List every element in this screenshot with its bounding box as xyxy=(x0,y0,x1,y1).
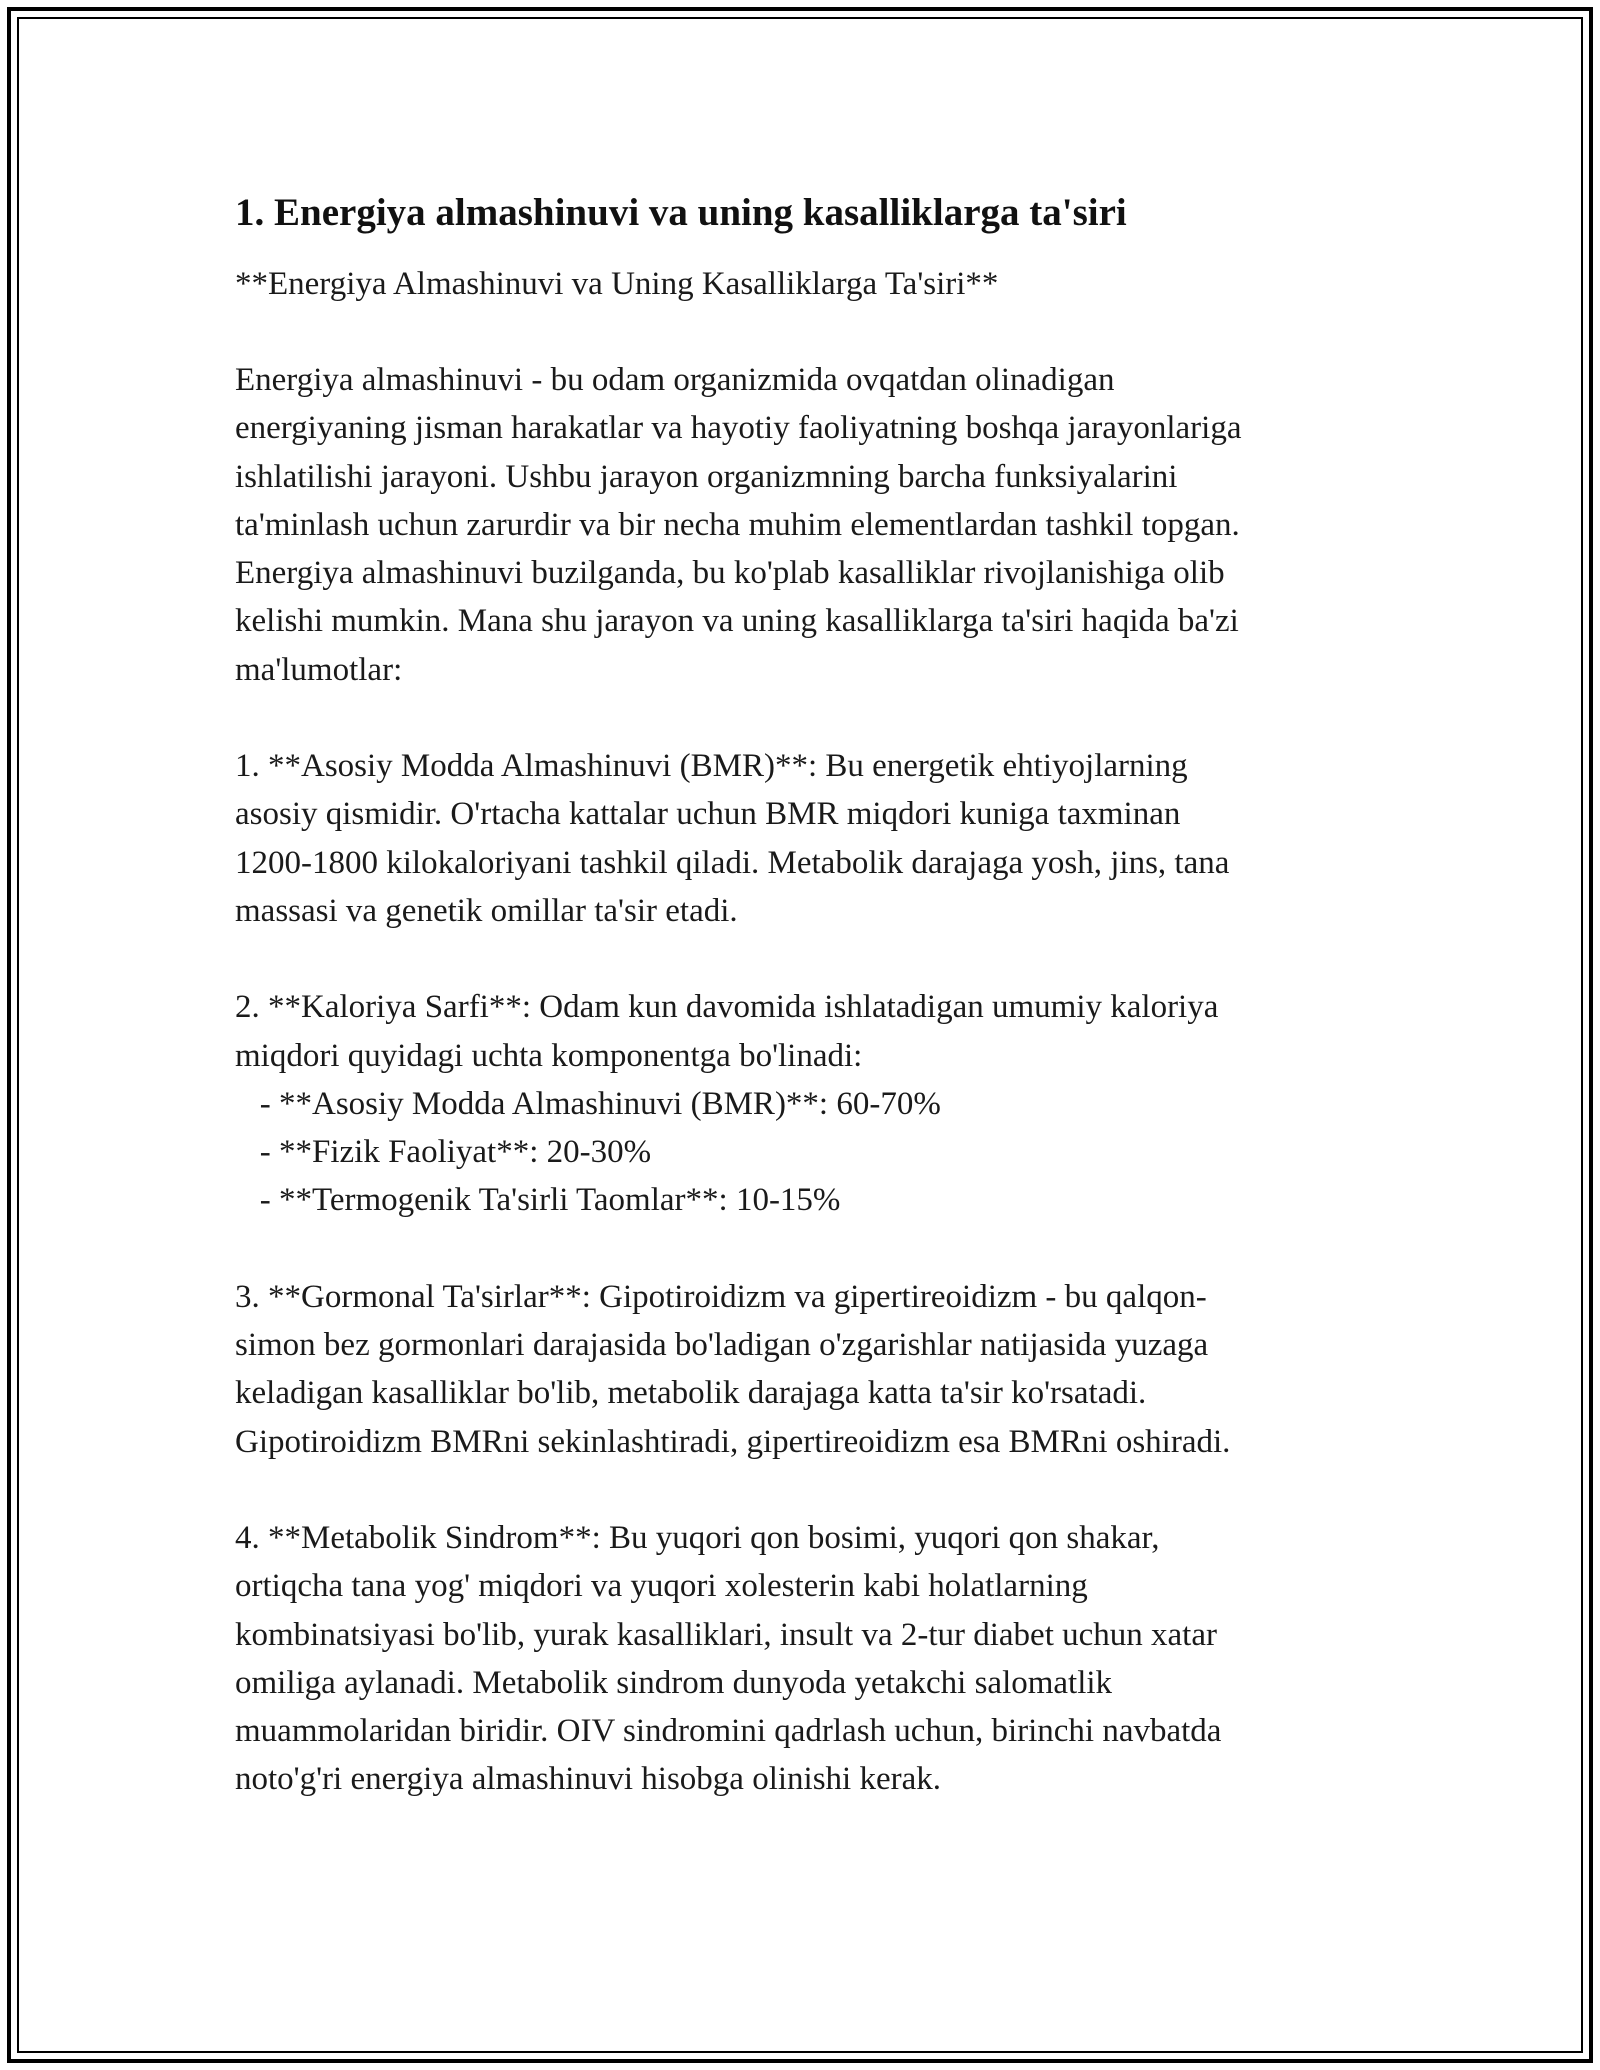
text-line: muammolaridan biridir. OIV sindromini qadrlash uchun, birinchi navbatda xyxy=(235,1713,1222,1750)
list-item-4 xyxy=(235,1514,1395,1804)
text-line: 2. **Kaloriya Sarfi**: Odam kun davomida ishlatadigan umumiy kaloriya xyxy=(235,989,1219,1026)
text-line: ma'lumotlar: xyxy=(235,651,403,688)
list-item-3 xyxy=(235,1273,1395,1466)
text-line: miqdori quyidagi uchta komponentga bo'linadi: xyxy=(235,1037,863,1074)
text-line: energiyaning jisman harakatlar va hayotiy faoliyatning boshqa jarayonlariga xyxy=(235,410,1242,447)
text-line: 3. **Gormonal Ta'sirlar**: Gipotiroidizm va gipertireoidizm - bu qalqon- xyxy=(235,1278,1207,1315)
text-line: Energiya almashinuvi buzilganda, bu ko'plab kasalliklar rivojlanishiga olib xyxy=(235,555,1225,592)
document-body xyxy=(235,188,1395,1804)
text-line: ishlatilishi jarayoni. Ushbu jarayon organizmning barcha funksiyalarini xyxy=(235,458,1178,495)
text-line: Energiya almashinuvi - bu odam organizmida ovqatdan olinadigan xyxy=(235,362,1115,398)
document-title: 1. Energiya almashinuvi va uning kasalliklarga ta'siri xyxy=(235,191,1127,234)
text-line: 1200-1800 kilokaloriyani tashkil qiladi. Metabolik darajaga yosh, jins, tana xyxy=(235,844,1230,881)
list-item-1 xyxy=(235,742,1395,935)
sub-list-item: - **Termogenik Ta'sirli Taomlar**: 10-15% xyxy=(235,1182,841,1219)
text-line: Gipotiroidizm BMRni sekinlashtiradi, gipertireoidizm esa BMRni oshiradi. xyxy=(235,1423,1231,1460)
text-line: keladigan kasalliklar bo'lib, metabolik darajaga katta ta'sir ko'rsatadi. xyxy=(235,1375,1147,1412)
text-line: massasi va genetik omillar ta'sir etadi. xyxy=(235,892,738,929)
text-line: kombinatsiyasi bo'lib, yurak kasalliklari, insult va 2-tur diabet uchun xatar xyxy=(235,1616,1217,1653)
text-line: omiliga aylanadi. Metabolik sindrom dunyoda yetakchi salomatlik xyxy=(235,1664,1113,1701)
text-line: 1. **Asosiy Modda Almashinuvi (BMR)**: Bu energetik ehtiyojlarning xyxy=(235,748,1188,785)
intro-paragraph xyxy=(235,356,1395,694)
text-line: ortiqcha tana yog' miqdori va yuqori xolesterin kabi holatlarning xyxy=(235,1568,1088,1605)
sub-list-item: - **Asosiy Modda Almashinuvi (BMR)**: 60-70% xyxy=(235,1085,941,1122)
text-line: kelishi mumkin. Mana shu jarayon va uning kasalliklarga ta'siri haqida ba'zi xyxy=(235,603,1239,640)
sub-list-item: - **Fizik Faoliyat**: 20-30% xyxy=(235,1134,652,1171)
text-line: noto'g'ri energiya almashinuvi hisobga olinishi kerak. xyxy=(235,1761,941,1798)
text-line: ta'minlash uchun zarurdir va bir necha muhim elementlardan tashkil topgan. xyxy=(235,506,1240,543)
document-subtitle: **Energiya Almashinuvi va Uning Kasalliklarga Ta'siri** xyxy=(235,266,999,302)
text-line: asosiy qismidir. O'rtacha kattalar uchun BMR miqdori kuniga taxminan xyxy=(235,796,1181,833)
list-item-2 xyxy=(235,983,1395,1224)
text-line: 4. **Metabolik Sindrom**: Bu yuqori qon bosimi, yuqori qon shakar, xyxy=(235,1519,1160,1556)
text-line: simon bez gormonlari darajasida bo'ladigan o'zgarishlar natijasida yuzaga xyxy=(235,1327,1209,1364)
